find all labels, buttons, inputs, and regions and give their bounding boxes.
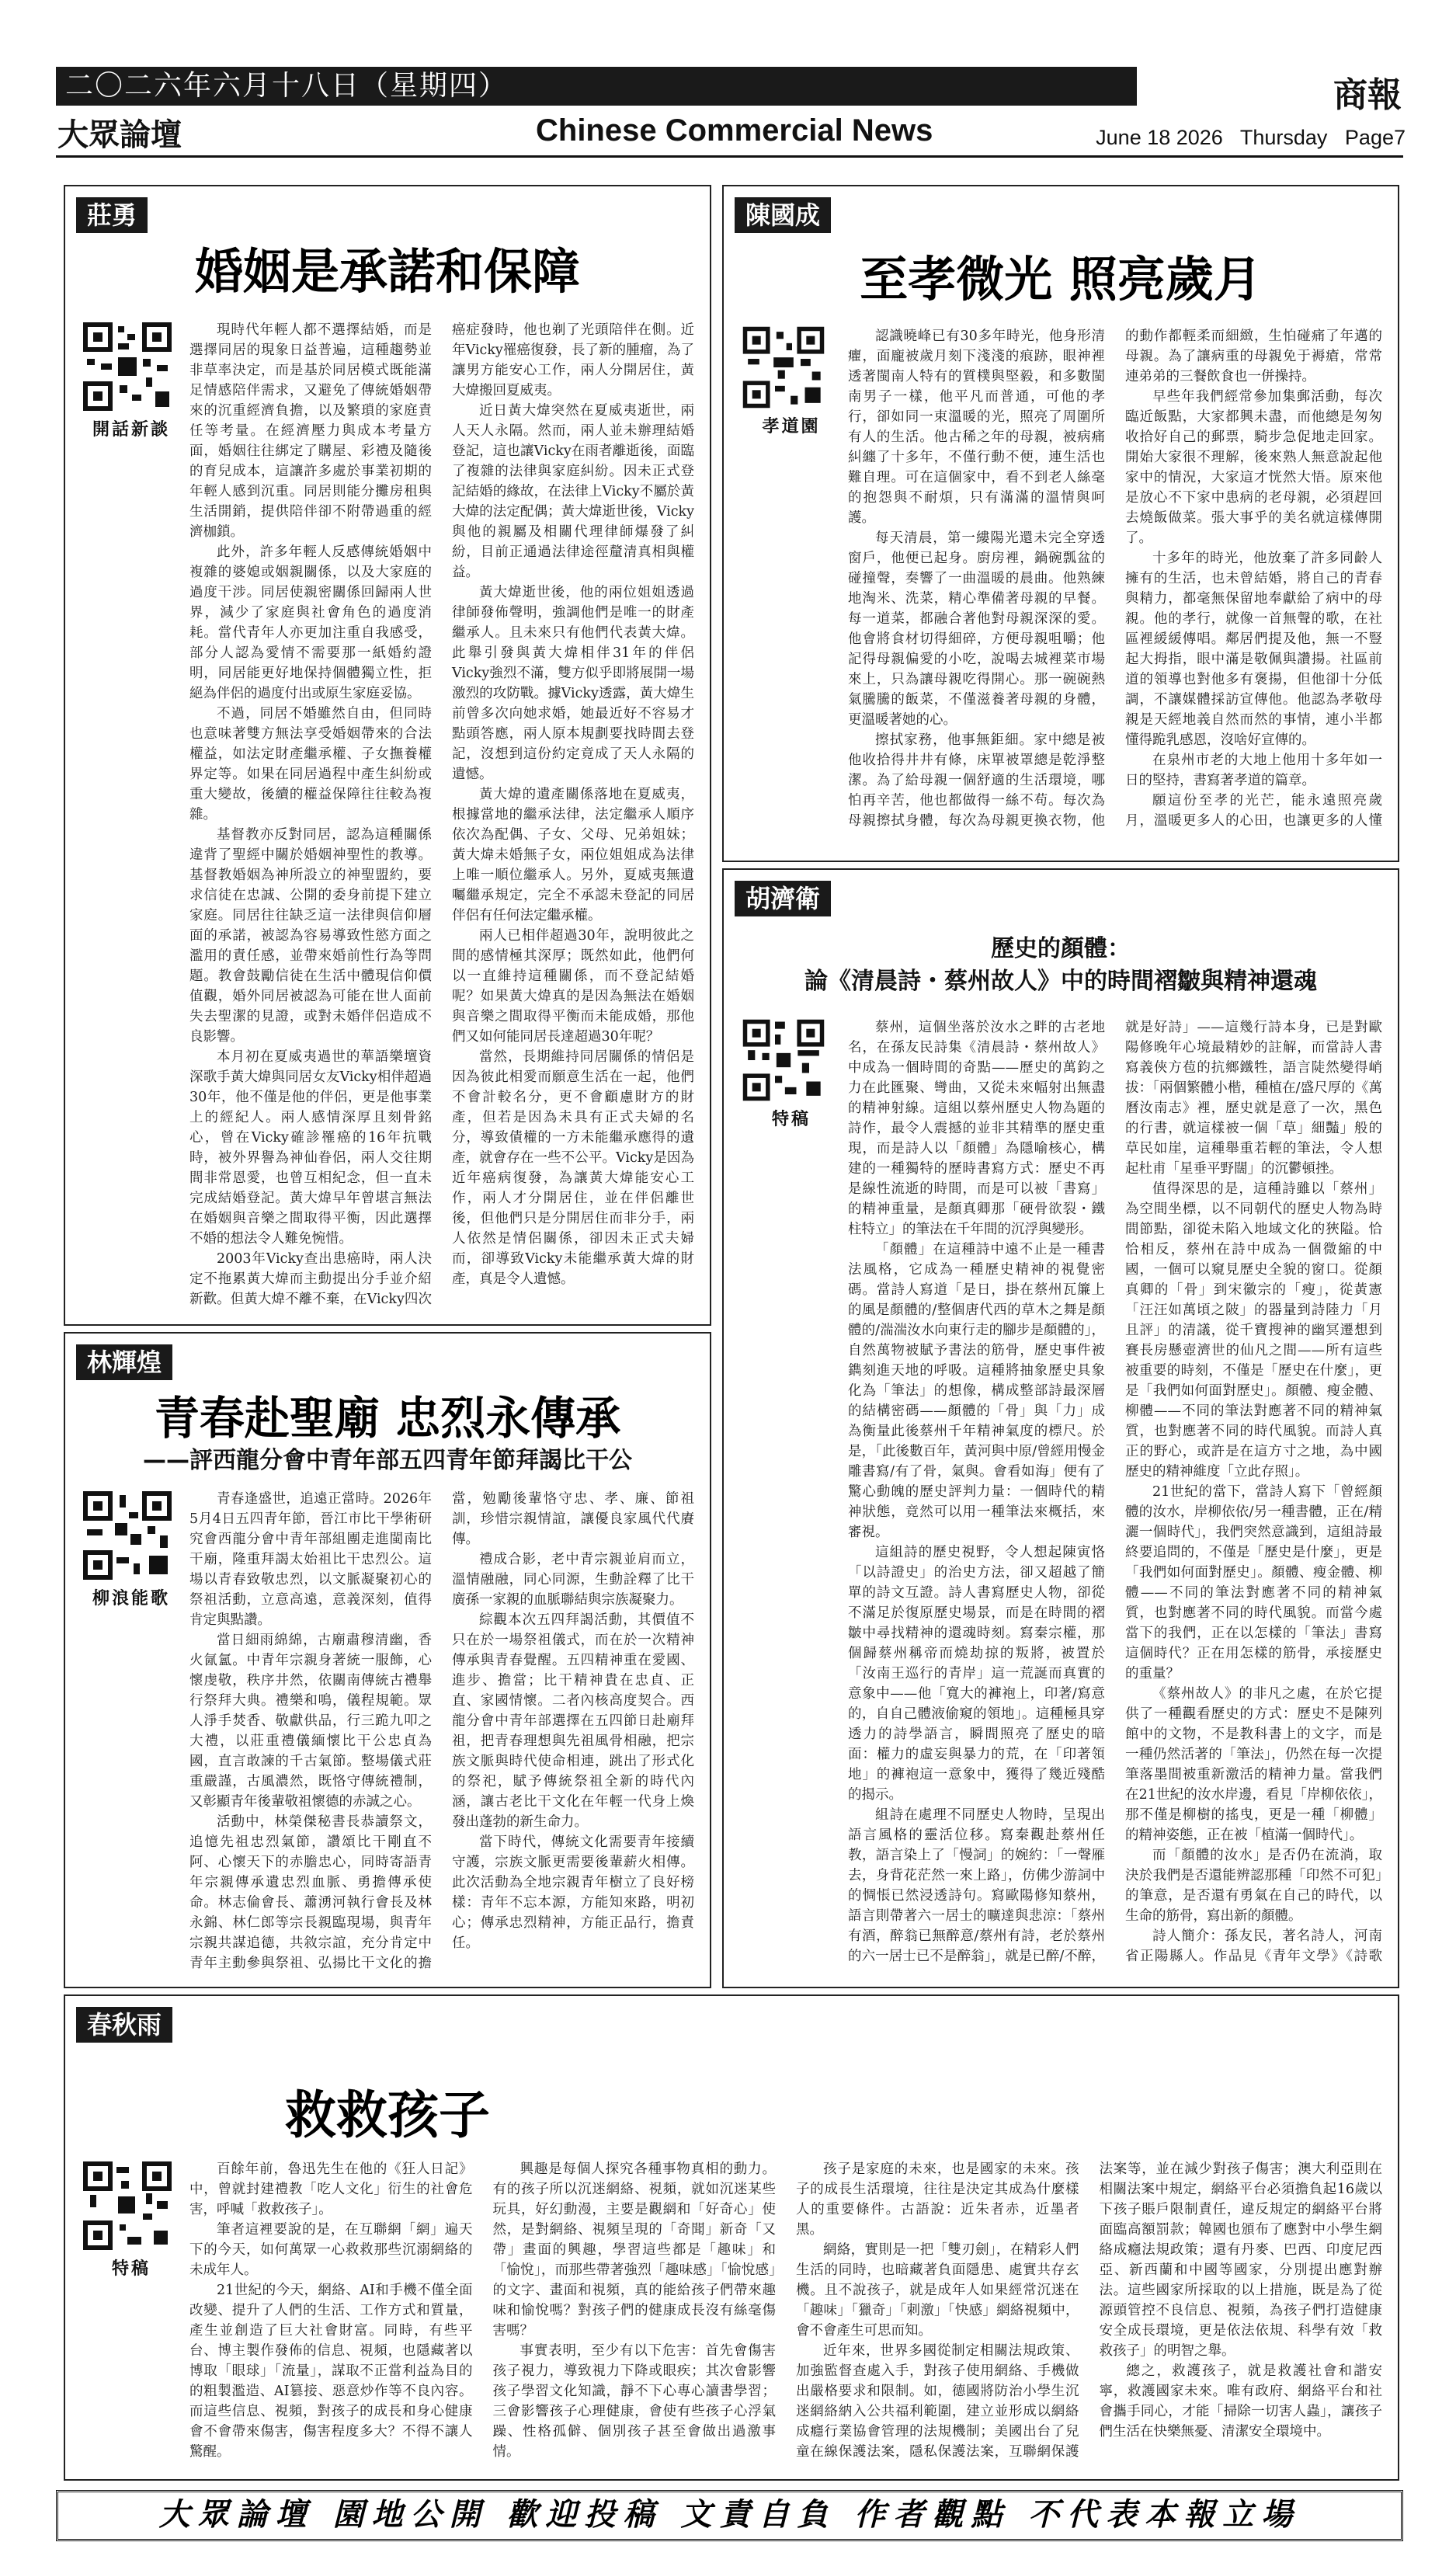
paragraph: 在泉州市老的大地上他用十多年如一日的堅持，書寫著孝道的篇章。: [1125, 753, 1382, 788]
article-body: [848, 1017, 1382, 1974]
paragraph: 筆者這裡要說的是，在互聯網「網」遍天下的今天，如何萬眾一心救救那些沉溺網絡的未成年人。: [189, 2222, 473, 2278]
paragraph: 「顏體」在這種詩中遠不止是一種書法風格，它成為一種歷史精神的視覺密碼。當詩人寫道「是日，掛在蔡州瓦簾上的風是顏體的/整個唐代西的草木之舞是顏體的/湍湍汝水向東行走的腳步是顏體的」，自然萬物被賦予書法的筋骨，歷史事件被鐫刻進天地的呼吸。這種將抽象歷史具象化為「筆法」的想像，構成整部詩最深層的結構密碼——顏體的「骨」與「力」成為衡量此後蔡州千年精神氣度的標尺。於是，「此後數百年，黃河與中原/曾經用慢金雕書寫/有了骨，氣與。會看如海」便有了驚心動魄的歷史評判力量：一個時代的精神狀態，竟然可以用一種筆法來概括，來審視。: [848, 1242, 1105, 1540]
paragraph: 十多年的時光，他放棄了許多同齡人擁有的生活，也未曾結婚，將自己的青春與精力，都毫無保留地奉獻給了病中的母親。他的孝行，就像一首無聲的歌，在社區裡緩緩傳唱。鄰居們提及他，無一不豎起大拇指，眼中滿是敬佩與讚揚。社區前道的領導也對他多有褒揚，但他卻十分低調，不讓媒體採訪宣傳他。他認為孝敬母親是天經地義自然而然的事情，連小半都懂得跪乳感恩，沒啥好宣傳的。: [1125, 551, 1382, 748]
paragraph: 而「顏體的汝水」是否仍在流淌，取決於我們是否還能辨認那種「印然不可犯」的筆意，是否還有勇氣在自己的時代，以生命的筋骨，寫出新的顏體。: [1125, 1848, 1382, 1924]
paragraph: 早些年我們經常參加集郵活動，每次臨近飯點，大家都興未盡，而他總是匆匆收拾好自己的郵票，騎步急促地走回家。開始大家很不理解，後來熟人無意說起他家中的情況，大家這才恍然大悟。原來他是放心不下家中患病的老母親，必須趕回去燒飯做菜。張大事乎的美名就這樣傳開了。: [1125, 389, 1382, 546]
article-body: [189, 1489, 694, 1975]
article-children: [64, 1994, 1399, 2481]
paragraph: 認識曉峰已有30多年時光，他身形清癯，面龐被歲月刻下淺淺的痕跡，眼神裡透著閩南人特有的質樸與堅毅，和多數閩南男子一樣，他平凡而普通，可他的孝行，卻如同一束溫暖的光，照亮了周圍所有人的生活。他古稀之年的母親，被病痛糾纏了十多年，不僅行動不便，連生活也難自理。可在這個家中，看不到老人絲毫的抱怨與不耐煩，只有滿滿的溫情與呵護。: [848, 329, 1105, 526]
qr-block: [81, 2159, 182, 2280]
paragraph: 《蔡州故人》的非凡之處，在於它提供了一種觀看歷史的方式：歷史不是陳列館中的文物，不是教科書上的文字，而是一種仍然活著的「筆法」，仍然在每一次提筆落墨間被重新激活的精神力量。當我們在21世紀的汝水岸邊，看見「岸柳依依」，那不僅是柳樹的搖曳，更是一種「柳體」的精神姿態，正在被「植滿一個時代」。: [1125, 1686, 1382, 1843]
author-tag: 春秋雨: [76, 2007, 172, 2043]
qr-caption: 孝道園: [762, 417, 821, 436]
paragraph: 禮成合影，老中青宗親並肩而立，溫情融融，同心同源，生動詮釋了比干廣孫一家親的血脈聯結與宗族凝聚力。: [452, 1552, 694, 1608]
paragraph: 當下時代，傳統文化需要青年接續守護，宗族文脈更需要後輩薪火相傳。此次活動為全地宗親青年樹立了良好榜樣：青年不忘本源，方能知來路，明初心；傳承忠烈精神，方能正品行，擔責任。: [452, 1834, 694, 1951]
paragraph: 蔡州，這個坐落於汝水之畔的古老地名，在孫友民詩集《清晨詩・蔡州故人》中成為一個時間的奇點——歷史的萬鈞之力在此匯聚、彎曲，又從未來幅射出無盡的精神射線。這組以蔡州歷史人物為題的詩作，最令人震撼的並非其精準的歷史重現，而是詩人以「顏體」為隱喻核心，構建的一種獨特的歷時書寫方式：歷史不再是線性流逝的時間，而是可以被「書寫」的精神重量，是顏真卿那「硬骨欲裂・鐵柱特立」的筆法在千年間的沉浮與變形。: [848, 1020, 1105, 1237]
paragraph: 黃大煒逝世後，他的兩位姐姐透過律師發佈聲明，強調他們是唯一的財產繼承人。且未來只有他們代表黃大煒。此舉引發與黃大煒相伴31年的伴侶Vicky強烈不滿，雙方似乎即將展開一場激烈的攻防戰。據Vicky透露，黃大煒生前曾多次向她求婚，她最近好不容易才點頭答應，兩人原本規劃要找時間去登記，沒想到這份約定竟成了天人永隔的遺憾。: [452, 585, 694, 782]
article-body: [848, 326, 1382, 848]
paragraph: 擦拭家務，他事無鉅細。家中總是被他收拾得井井有條，床單被罩總是乾淨整潔。為了給母親一個舒適的生活環境，哪怕再辛苦，他也都做得一絲不苟。每次為母親擦拭身體，每次為母親更換衣物，他的動作都輕柔而細緻，生怕碰痛了年邁的母親。為了讓病重的母親免于褥瘡，常常連弟弟的三餐飲食也一併操持。: [848, 329, 1382, 829]
paragraph: 詩人簡介：孫友民，著名詩人，河南省正陽縣人。作品見《青年文學》《詩歌: [1125, 1928, 1382, 1964]
column-name: 大眾論壇: [57, 117, 182, 153]
article-temple: [64, 1332, 711, 1988]
paragraph: 每天清晨，第一縷陽光還未完全穿透窗戶，他便已起身。廚房裡，鍋碗瓢盆的碰撞聲，奏響了一曲溫暖的晨曲。他熟練地淘米、洗菜，精心準備著母親的早餐。每一道菜，都融合著他對母親深深的愛。他會將食材切得細碎，方便母親咀嚼；他記得母親偏愛的小吃，說喝去城裡菜市場來上，只為讓母親吃得開心。那一碗碗熱氣騰騰的飯菜，不僅滋養著母親的身體，更溫暖著她的心。: [848, 530, 1105, 728]
footer-banner: 大眾論壇 園地公開 歡迎投稿 文責自負 作者觀點 不代表本報立場: [56, 2490, 1403, 2541]
article-title: 青春赴聖廟 忠烈永傳承: [154, 1392, 621, 1445]
paragraph: 本月初在夏威夷過世的華語樂壇資深歌手黃大煒與同居女友Vicky相伴超過30年，他不僅是他的伴侶，更是他事業上的經紀人。兩人感情深厚且刻骨銘心，曾在Vicky確診罹癌的16年抗戰時，被外界譽為神仙眷侶，兩人交往期間非常恩愛，也曾互相紀念，但一直未完成結婚登記。黃大煒早年曾堪言無法在婚姻與音樂之間取得平衡，因此選擇不婚的想法令人難免惋惜。: [189, 1049, 432, 1247]
qr-code-icon: [81, 2159, 174, 2252]
paragraph: 綜觀本次五四拜謁活動，其價值不只在於一場祭祖儀式，而在於一次精神傳承與青春覺醒。五四精神重在愛國、進步、擔當；比干精神貴在忠貞、正直、家國情懷。二者內核高度契合。西龍分會中青年部選擇在五四節日赴廟拜祖，把青春理想與先祖風骨相融，把宗族文脈與時代使命相連，跳出了形式化的祭祀，賦予傳統祭祖全新的時代內涵，讓古老比干文化在年輕一代身上煥發出蓬勃的新生命力。: [452, 1612, 694, 1830]
qr-block: [81, 320, 182, 440]
paragraph: 興趣是每個人探究各種事物真相的動力。有的孩子所以沉迷網絡、視頻，就如沉迷某些玩具，好幻動漫，主要是觀網和「好奇心」使然，是對網絡、視頻呈現的「奇聞」新奇「又帶」畫面的興趣，學習這些都是「趣味」和「愉悅」，而那些帶著強烈「趣味感」「愉悅感」的文字、畫面和視頻，真的能給孩子們帶來趣味和愉悅嗎？對孩子們的健康成長沒有絲毫傷害嗎？: [492, 2161, 776, 2339]
paragraph: 近日黃大煒突然在夏威夷逝世，兩人天人永隔。然而，兩人並未辦理結婚登記，這也讓Vicky在雨者離逝後，面臨了複雜的法律與家庭糾紛。因未正式登記結婚的緣故，在法律上Vicky不屬於黃大煒的法定配偶；黃大煒逝世後，Vicky與他的親屬及相關代理律師爆發了糾紛，目前正通過法律途徑釐清真相與權益。: [452, 403, 694, 580]
paragraph: 孩子是家庭的未來，也是國家的未來。孩子的成長生活環境，往往是決定其成為什麼樣人的重要條件。古語說：近朱者赤，近墨者黑。: [796, 2161, 1079, 2238]
paragraph: 此外，許多年輕人反感傳統婚姻中複雜的婆媳或姻親關係，以及大家庭的過度干涉。同居使親密關係回歸兩人世界，減少了家庭與社會角色的過度消耗。當代青年人亦更加注重自我感受，部分人認為愛情不需要那一紙婚約證明，同居能更好地保持個體獨立性，拒絕為伴侶的過度付出或原生家庭妥協。: [189, 544, 432, 701]
paragraph: 這組詩的歷史視野，令人想起陳寅恪「以詩證史」的治史方法，卻又超越了簡單的詩文互證。詩人書寫歷史人物，卻從不滿足於復原歷史場景，而是在時間的褶皺中尋找精神的還魂時刻。寫秦宗權，那個歸蔡州稱帝而燒劫掠的叛將，被置於「汝南王巡行的青岸」這一荒誕而真實的意象中——他「寬大的褲袍上，印著/寫意的，自自己體液偷窺的領地」。這種極具穿透力的詩學語言，瞬間照亮了歷史的暗面：權力的虛妄與暴力的荒，在「印著領地」的褲袍這一意象中，獲得了幾近殘酷的揭示。: [848, 1545, 1105, 1803]
qr-code-icon: [741, 1017, 826, 1103]
article-title: 至孝微光 照亮歲月: [860, 251, 1262, 308]
article-title-line2: 論《清晨詩・蔡州故人》中的時間褶皺與精神還魂: [804, 968, 1317, 995]
qr-code-icon: [81, 320, 174, 413]
qr-code-icon: [81, 1489, 174, 1582]
author-tag: 莊勇: [76, 197, 148, 233]
weekday-english: Thursday: [1239, 126, 1328, 149]
paragraph: 現時代年輕人都不選擇結婚，而是選擇同居的現象日益普遍，這種趨勢並非草率決定，而是基於同居模式既能滿足情感陪伴需求，又避免了傳統婚姻帶來的沉重經濟負擔，以及繁瑣的家庭責任等考量。在經濟壓力與成本考量方面，婚姻往往綁定了購屋、彩禮及隨後的育兒成本，這讓許多處於事業初期的年輕人感到沉重。同居則能分攤房租與生活開銷，提供陪伴卻不附帶過重的經濟枷鎖。: [189, 322, 432, 540]
paragraph: 當然，長期維持同居關係的情侶是因為彼此相愛而願意生活在一起，他們不會計較名分，更不會顧慮財方的財產，但若是因為未具有正式夫婦的名分，導致債權的一方未能繼承應得的遺產，就會存在一些不公平。Vicky是因為近年癌病復發，為讓黃大煒能安心工作，兩人才分開居住，並在伴侶離世後，但他們只是分開居住而非分手，兩人依然是情侶關係，卻因未正式夫婦而，卻導致Vicky未能繼承黃大煒的財產，真是令人遺憾。: [452, 1049, 694, 1287]
author-tag: 陳國成: [735, 197, 831, 233]
masthead-date: 二〇二六年六月十八日（星期四）: [56, 67, 1137, 106]
paragraph: 近年來，世界多國從制定相關法規政策、加強監督查處入手，對孩子使用網絡、手機做出嚴格要求和限制。如，德國將防治小學生沉迷網絡納入公共福利範圍，建立並形成以網絡成癮行業協會管理的法規機制；美國出台了兒童在線保護法案，隱私保護法案，互聯網保護法案等，並在減少對孩子傷害；澳大利亞則在相關法案中規定，網絡平台必須擔負起16歲以下孩子賬戶限制責任，違反規定的網絡平台將面臨高額罰款；韓國也頒布了應對中小學生網絡成癮法規政策；還有丹麥、巴西、印度尼西亞、新西蘭和中國等國家，分別提出應對辦法。這些國家所採取的以上措施，既是為了從源頭管控不良信息、視頻，為孩子們打造健康安全成長環境，更是依法依規、科學有效「救救孩子」的明智之舉。: [796, 2161, 1382, 2460]
paragraph: 不過，同居不婚雖然自由，但同時也意味著雙方無法享受婚姻帶來的合法權益，如法定財產繼承權、子女撫養權界定等。如果在同居過程中產生糾紛或重大變故，後續的權益保障往往較為複雜。: [189, 706, 432, 822]
paragraph: 組詩在處理不同歷史人物時，呈現出語言風格的靈活位移。寫秦觀赴蔡州任教，語言染上了「慢詞」的婉約：「一聲雁去，身背花茫然一來上路」，仿佛少游詞中的惆悵已然浸透詩句。寫歐陽修知蔡州，語言則帶著六一居士的曠達與悲涼：「蔡州有酒，醉翁已無醉意/蔡州有詩，老於蔡州的六一居士已不是醉翁」，就是已醉/不醉，就是好詩」——這幾行詩本身，已是對歐陽修晚年心境最精妙的註解，而當詩人書寫義俠方苞的抗鄉鐵牲，語言陡然變得峭拔：「兩個繁體小楷，種植在/盛尺厚的《萬曆汝南志》裡，歷史就是意了一次，黑色的行書，就這樣被一個「草」細豔」般的草民如崖，這種舉重若輕的筆法，令人想起杜甫「星垂平野闊」的沉鬱頓挫。: [848, 1020, 1382, 1964]
qr-block: [741, 1017, 842, 1130]
qr-caption: 特稿: [111, 2259, 151, 2279]
article-marriage: [64, 185, 711, 1326]
paragraph: 當日細雨綿綿，古廟肅穆清幽，香火氤氳。中青年宗親身著統一服飾，心懷虔敬，秩序井然，依關南傳統古禮舉行祭拜大典。禮樂和鳴，儀程規範。眾人淨手焚香、敬獻供品，行三跪九叩之大禮，以莊重禮儀緬懷比干公忠貞為國，直言敢諫的千古氣節。整場儀式莊重嚴謹，古風濃然，既恪守傳統禮制，又彰顯青年後輩敬祖懷德的赤誠之心。: [189, 1633, 432, 1810]
qr-code-icon: [741, 325, 826, 410]
paragraph: 青春逢盛世，追遠正當時。2026年5月4日五四青年節，晉江市比干學術研究會西龍分會中青年部組團走進閩南比干廟，隆重拜謁太始祖比干忠烈公。這場以青春致敬忠烈，以文脈凝聚初心的祭祖活動，立意高遠，意義深刻，值得肯定與點讚。: [189, 1491, 432, 1628]
author-tag: 胡濟衛: [735, 881, 831, 916]
paper-name: 商報: [1333, 75, 1402, 115]
paragraph: 兩人已相伴超過30年，說明彼此之間的感情極其深厚；既然如此，他們何以一直維持這種關係，而不登記結婚呢？如果黃大煒真的是因為無法在婚姻與音樂之間取得平衡而未能成婚，那他們又如何能同居長達超過30年呢？: [452, 928, 694, 1045]
paragraph: 黃大煒的遺產關係落地在夏威夷，根據當地的繼承法律，法定繼承人順序依次為配偶、子女、父母、兄弟姐妹；黃大煒未婚無子女，兩位姐姐成為法律上唯一順位繼承人。另外，夏威夷無遺囑繼承規定，完全不承認未登記的同居伴侶有任何法定繼承權。: [452, 787, 694, 923]
paper-name-english: Chinese Commercial News: [536, 113, 933, 148]
qr-caption: 柳浪能歌: [92, 1589, 170, 1608]
paragraph: 2003年Vicky查出患癌時，兩人決定不拖累黃大煒而主動提出分手並介紹新歡。但黃大煒不離不棄，在Vicky四次癌症發時，他也剃了光頭陪伴在側。近年Vicky罹癌復發，長了新的腫瘤，為了讓男方能安心工作，兩人分開居住，黃大煒搬回夏威夷。: [189, 322, 694, 1307]
paragraph: 活動中，林榮傑秘書長恭讀祭文，追憶先祖忠烈氣節，讚頌比干剛直不阿、心懷天下的赤膽忠心，同時寄語青年宗親傳承遺忠烈血脈、勇擔傳承使命。林志倫會長、蕭湧河執行會長及林永錦、林仁郎等宗長親臨現場，與青年宗親共謀追德，共敘宗誼，充分肯定中青年主動參與祭祖、弘揚比干文化的擔當，勉勵後輩恪守忠、孝、廉、節祖訓，珍惜宗親情誼，讓優良家風代代賡傳。: [189, 1491, 694, 1971]
article-subtitle: ——評西龍分會中青年部五四青年節拜謁比干公: [143, 1447, 632, 1474]
paragraph: 總之，救護孩子，就是救護社會和諧安寧，救護國家未來。唯有政府、網絡平台和社會攜手同心，才能「掃除一切害人蟲」，讓孩子們生活在快樂無憂、清潔安全環境中。: [1099, 2363, 1382, 2440]
paragraph: 願這份至孝的光芒，能永遠照亮歲月，溫暖更多人的心田，也讓更多的人懂: [1125, 793, 1382, 829]
article-history: [722, 868, 1399, 1988]
article-filial: [722, 185, 1399, 862]
article-title: 婚姻是承諾和保障: [194, 243, 580, 300]
qr-caption: 特稿: [771, 1110, 811, 1129]
paragraph: 事實表明，至少有以下危害：首先會傷害孩子視力，導致視力下降或眼疾；其次會影響孩子學習文化知識，靜不下心專心讀書學習；三會影響孩子心理健康，會使有些孩子心浮氣躁、性格孤僻、個別孩子甚至會做出過激事情。: [492, 2343, 776, 2460]
paragraph: 值得深思的是，這種詩雖以「蔡州」為空間坐標，以不同朝代的歷史人物為時間節點，卻從未陷入地域文化的狹隘。恰恰相反，蔡州在詩中成為一個微縮的中國，一個可以窺見歷史全貌的窗口。從顏真卿的「骨」到宋徽宗的「瘦」，從黃憲「汪汪如萬頃之陂」的器量到詩陸力「月且評」的清議，從千寶搜神的幽冥遷想到賽長房懸壺濟世的仙凡之間——所有這些被重要的時刻，不僅是「歷史在什麼」，更是「我們如何面對歷史」。顏體、瘦金體、柳體——不同的筆法對應著不同的精神氣質，也對應著不同的時代風貌。而詩人真正的野心，或許是在這方寸之地，為中國歷史的精神維度「立此存照」。: [1125, 1181, 1382, 1480]
page-label: Page7: [1344, 126, 1406, 149]
paragraph: 百餘年前，魯迅先生在他的《狂人日記》中，曾就封建禮教「吃人文化」衍生的社會危害，呼喊「救救孩子」。: [189, 2161, 473, 2217]
article-title: 救救孩子: [285, 2085, 490, 2145]
article-body: [189, 320, 694, 1313]
date-line: [1079, 126, 1406, 150]
paragraph: 基督教亦反對同居，認為這種關係違背了聖經中關於婚姻神聖性的教導。基督教婚姻為神所設立的神聖盟約，要求信徒在忠誠、公開的委身前提下建立家庭。同居往往缺乏這一法律與信仰層面的承諾，被認為容易導致性慾方面之濫用的責任感，並帶來婚前性行為等問題。教會鼓勵信徒在生活中體現信仰價值觀，婚外同居被認為可能在世人面前失去聖潔的見證，或對未婚伴侶造成不良影響。: [189, 827, 432, 1045]
paragraph: 21世紀的當下，當詩人寫下「曾經顏體的汝水，岸柳依依/另一種書體，正在/精灑一個時代」，我們突然意識到，這組詩最終要追問的，不僅是「歷史是什麼」，更是「我們如何面對歷史」。顏體、瘦金體、柳體——不同的筆法對應著不同的精神氣質，也對應著不同的時代風貌。而當今處當下的我們，正在以怎樣的「筆法」書寫這個時代？正在用怎樣的筋骨，承接歷史的重量？: [1125, 1484, 1382, 1681]
date-english: June 18 2026: [1096, 126, 1223, 149]
qr-block: [81, 1489, 182, 1609]
author-tag: 林輝煌: [76, 1344, 172, 1380]
article-body: [189, 2159, 1382, 2467]
paragraph: 21世紀的今天，網絡、AI和手機不僅全面改變、提升了人們的生活、工作方式和質量，產生並創造了巨大社會財富。同時，有些平台、博主製作發佈的信息、視頻，也隱藏著以博取「眼球」「流量」，謀取不正當利益為目的的粗製濫造、AI篡接、惡意炒作等不良內容。而這些信息、視頻，對孩子的成長和身心健康會不會帶來傷害，傷害程度多大？不得不讓人驚醒。: [189, 2283, 473, 2460]
paragraph: 網絡，實則是一把「雙刃劍」，在精彩人們生活的同時，也暗藏著負面隱患、處實共存玄機。且不說孩子，就是成年人如果經常沉迷在「趣味」「獵奇」「刺激」「快感」網絡視頻中，會不會產生可思而知。: [796, 2242, 1079, 2339]
qr-block: [741, 325, 842, 437]
masthead-rule: [56, 155, 1403, 158]
qr-caption: 開話新談: [92, 420, 170, 440]
article-title-line1: 歷史的顏體：: [991, 935, 1131, 962]
